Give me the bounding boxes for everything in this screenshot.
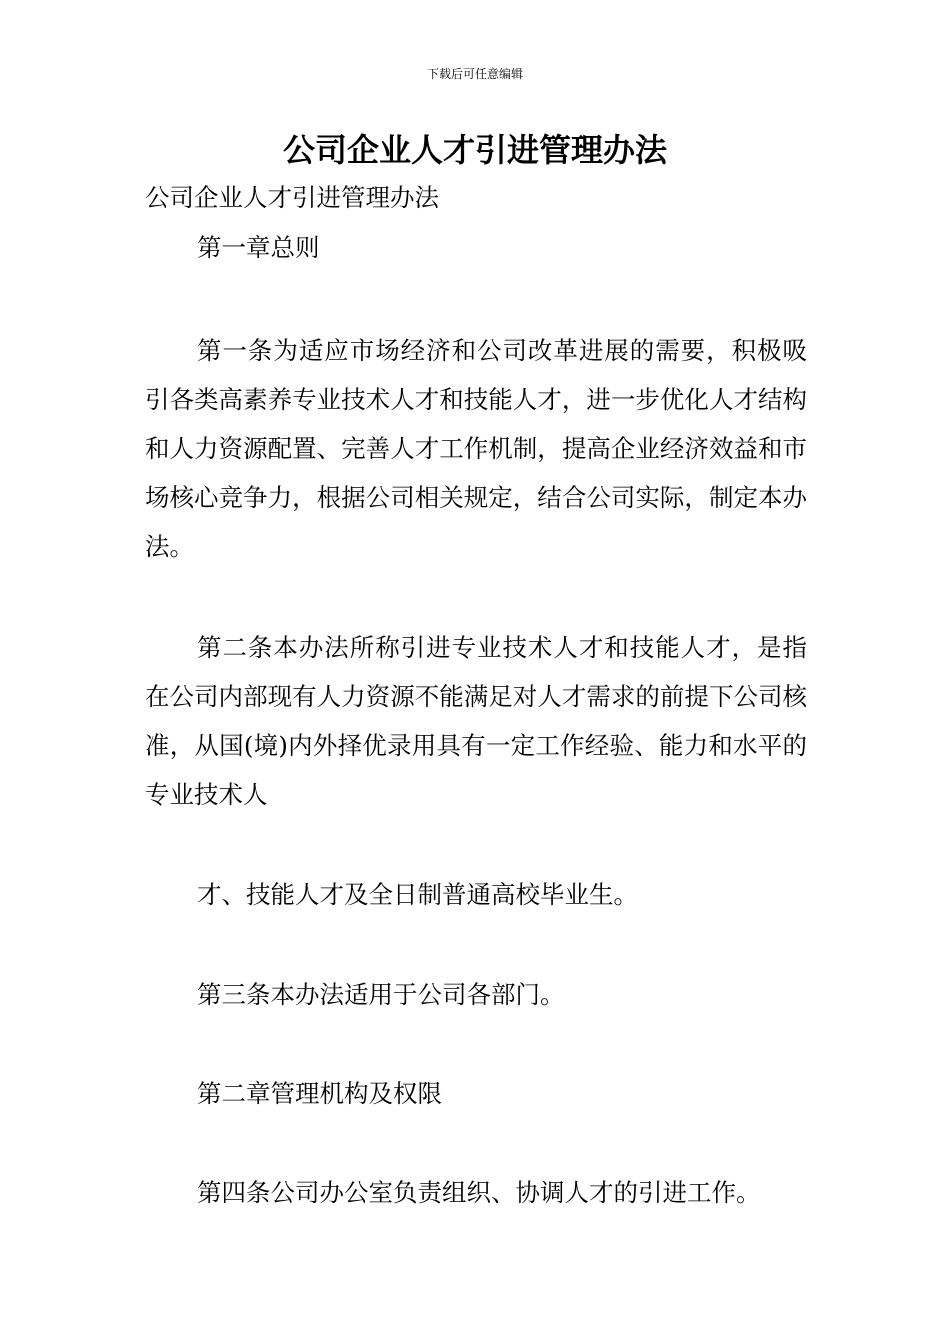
chapter-heading-1: 第一章总则 xyxy=(197,233,320,262)
chapter-heading-2: 第二章管理机构及权限 xyxy=(197,1079,442,1108)
article-2-continuation: 才、技能人才及全日制普通高校毕业生。 xyxy=(197,880,638,909)
document-title: 公司企业人才引进管理办法 xyxy=(282,131,667,169)
article-3: 第三条本办法适用于公司各部门。 xyxy=(197,980,565,1009)
article-4: 第四条公司办公室负责组织、协调人才的引进工作。 xyxy=(197,1178,761,1207)
article-2: 第二条本办法所称引进专业技术人才和技能人才，是指在公司内部现有人力资源不能满足对人才需求的前提下公司核准，从国(境)内外择优录用具有一定工作经验、能力和水平的专业技术人 xyxy=(145,633,807,809)
article-1: 第一条为适应市场经济和公司改革进展的需要，积极吸引各类高素养专业技术人才和技能人才，进一步优化人才结构和人力资源配置、完善人才工作机制，提高企业经济效益和市场核心竞争力，根据公司相关规定，结合公司实际，制定本办法。 xyxy=(145,336,807,561)
document-subtitle: 公司企业人才引进管理办法 xyxy=(145,183,439,212)
header-note: 下载后可任意编辑 xyxy=(426,67,523,81)
